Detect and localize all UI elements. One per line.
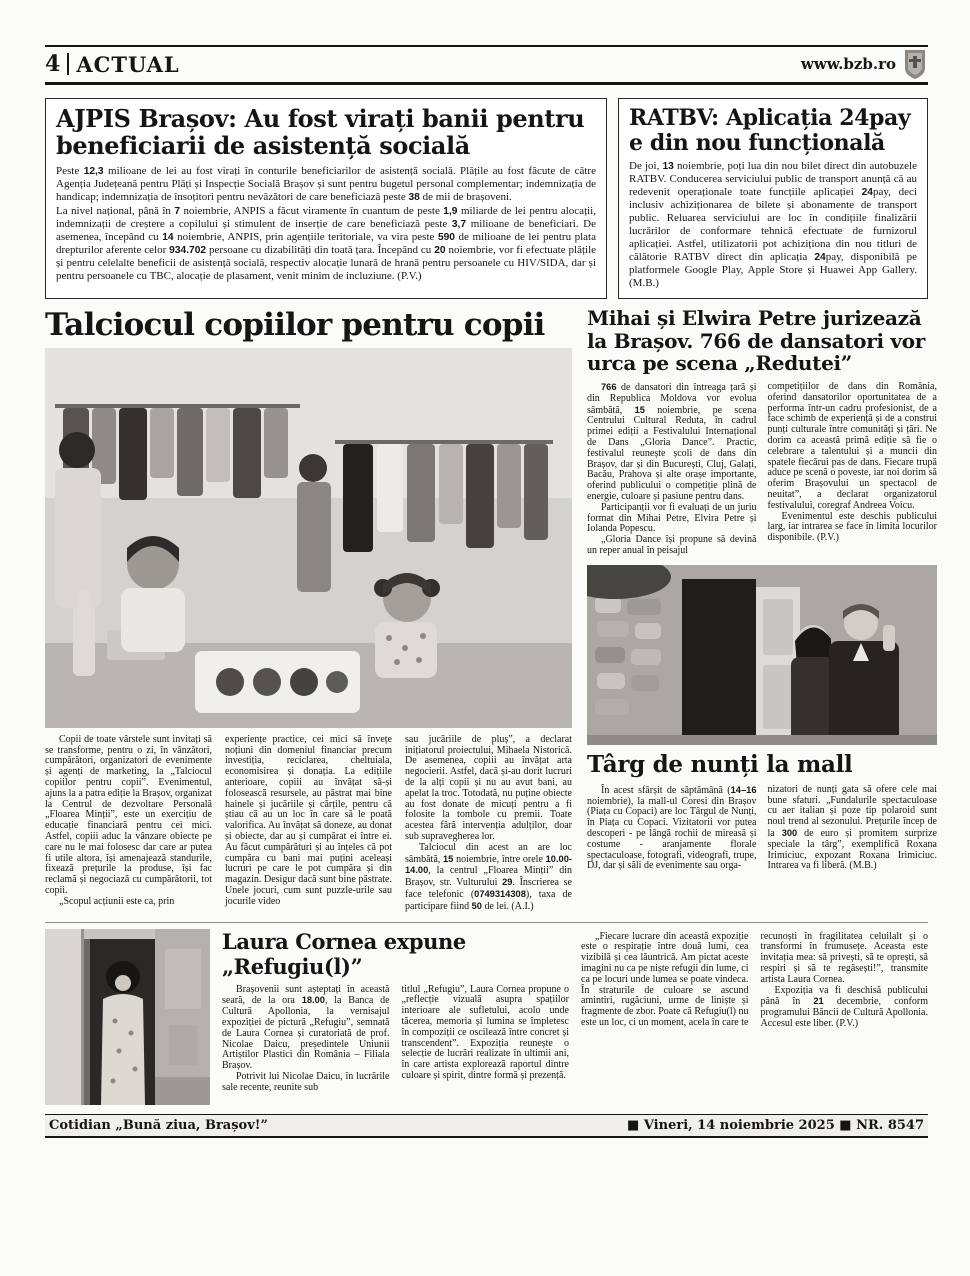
- body-text: experiențe practice, cei mici să învețe noțiuni din domeniul financiar precum investiția, reciclarea, cheltuiala, economisirea și donația. La edițiile anterioare, copiii au învățat să-și folosească resursele, au păstrat mai bine hainele și jucăriile și cărțile, pentru că știau că au un loc în care să le poată valorifica. Au învățat să doneze, au donat și obiecte, dar au și cumpărat ei între ei. Au făcut cumpărături și au înțeles că pot cumpăra cu bani mai puțini aceleași lucruri pe care le pot cumpăra și din magazin. Desigur dacă sunt bine păstrate. Unele jocuri, cum sunt puzzle-urile sau jocurile video: [225, 733, 392, 907]
- body-text: sau jucăriile de pluș”, a declarat inițiatorul proiectului, Mihaela Nistorică. De asemenea, copiii au învățat arta negocierii. Astfel, dacă și-au dorit lucruri de la alți copii și nu au avut bani, au apelat la troc. Totodată, nu puține obiecte au fost donate de micuți pentru a fi folosite la tombole cu premii. Toate acestea fără intervenția adulților, doar sub supravegherea lor.: [405, 733, 572, 842]
- wedding-columns: [587, 785, 937, 872]
- article-wedding-title: Târg de nunți la mall: [587, 750, 853, 778]
- article-ajpis: [45, 98, 607, 299]
- laura-column-4: [761, 929, 929, 1105]
- wedding-column-2: [768, 785, 938, 872]
- talcioc-column-1: [45, 735, 212, 913]
- body-text: 766 de dansatori din întreaga țară și din Republica Moldova vor evolua sâmbătă, 15 noiembrie, pe scena Centrului Cultural Reduta, în cadrul primei ediții a Festivalului Internațional de Dans „Gloria Dance”. Practic, festivalul reunește școli de dans din Brașov, dar și din București, Cluj, Galați, Bacău, Prahova și alte orașe importante, oferind publicului o competiție plină de energie, culoare și pasiune pentru dans.: [587, 382, 757, 502]
- laura-column-1: [222, 985, 390, 1105]
- talcioc-photo: [45, 348, 572, 728]
- article-laura: [45, 922, 928, 1105]
- bzb-crest-icon: [902, 48, 928, 80]
- body-text: Evenimentul este deschis publicului larg, iar intrarea se face în limita locurilor disponibile. (P.V.): [767, 510, 937, 544]
- page-header: [45, 45, 928, 85]
- page-footer: [45, 1114, 928, 1138]
- laura-column-3: [581, 929, 749, 1105]
- body-text: nizatori de nunți gata să ofere cele mai bune sfaturi. „Fundalurile spectaculoase cu aer italian și poze tip polaroid sunt noul trend al sezonului. Prețurile încep de la 300 de euro și promitem surprize speciale la târg”, exemplifică Roxana Irimiciuc, expozant Roxana Irimiciuc. Intrarea va fi liberă. (M.B.): [767, 783, 937, 872]
- top-articles-row: [45, 98, 928, 299]
- article-ratbv: [618, 98, 928, 299]
- dance-column-2: [768, 382, 938, 557]
- article-talcioc-title: Talciocul copiilor pentru copii: [45, 307, 545, 344]
- laura-photo: [45, 929, 210, 1105]
- laura-column-2: [402, 985, 570, 1105]
- body-text: titlul „Refugiu”, Laura Cornea propune o „reflecție vizuală asupra spațiilor interioare ale sufletului, acolo unde tăcerea, memoria și lumina se împletesc în compoziții ce oscilează între concret și transcendent”. Expoziția reunește o selecție de lucrări realizate în ultimii ani, în care artista explorează raportul dintre culoare și spirit, dintre formă și prezență.: [401, 983, 569, 1081]
- footer-publication-name: Cotidian „Bună ziua, Brașov!”: [49, 1117, 268, 1133]
- talcioc-columns: [45, 735, 572, 913]
- page-number: 4: [45, 51, 61, 77]
- section-banner: [45, 51, 180, 77]
- body-text: „Fiecare lucrare din această expoziție este o respirație între două lumi, cea vizibilă și cea lăuntrică. Am pictat aceste imagini nu ca pe niște refugii din lume, ci ca pe locuri unde lumea se poate vindeca. În straturile de culoare se ascund amintiri, rugăciuni, urme de liniște și fragmente de zbor. Poate că Refugiu(l) nu este un loc, ci un moment, acela în care te: [581, 930, 749, 1028]
- body-text: Participanții vor fi evaluați de un juriu format din Mihai Petre, Elvira Petre și Iolanda Popescu.: [587, 501, 757, 535]
- website-url[interactable]: www.bzb.ro: [800, 55, 896, 73]
- body-text: În acest sfârșit de săptămână (14–16 noiembrie), la mall-ul Coresi din Brașov (Piața cu Copaci) are loc Târgul de Nunți, în Piața cu Copaci. Vizitatorii vor putea descoperi - pe lângă rochii de mireasă și costume - aranjamente florale spectaculoase, fotografi, videografi, trupe, DJ, dar și săli de evenimente sau orga-: [587, 784, 757, 872]
- talcioc-column-2: [225, 735, 392, 913]
- article-dance: [587, 307, 937, 745]
- footer-date-issue: ■ Vineri, 14 noiembrie 2025 ■ NR. 8547: [627, 1117, 924, 1133]
- body-text: recunoști în fragilitatea celuilalt și o transformi în frumusețe. Aceasta este invitația mea: să privești, să te oprești, să respiri și să te regăsești!”, transmite artista Laura Cornea.: [760, 930, 928, 985]
- dance-column-1: [587, 382, 757, 557]
- article-dance-title: Mihai și Elwira Petre jurizează la Brașov. 766 de dansatori vor urca pe scena „Redutei”: [587, 306, 926, 376]
- right-articles-column: [583, 307, 937, 912]
- body-text: „Scopul acțiunii este ca, prin: [59, 895, 175, 907]
- body-text: Copii de toate vârstele sunt invitați să se transforme, pentru o zi, în vânzători, cumpărători, organizatori de evenimente și agenți de marketing, la „Talciocul copiilor pentru copii”. Evenimentul, ajuns la a patra ediție la Brașov, organizat la Centrul de dezvoltare Personală „Floarea Minții”, este un exercițiu de educație financiară pentru cei mici. Astfel, copiii aduc la vânzare obiecte pe care nu le mai folosesc dar care ar putea fi utile altora, își amenajează standurile, fixează prețurile la produse, își fac reclamă și negociază cu cumpărătorii, tot copii.: [45, 733, 212, 896]
- laura-content: [222, 929, 928, 1105]
- body-text: „Gloria Dance își propune să devină un reper anual în peisajul: [587, 534, 757, 556]
- article-ratbv-paragraph: De joi, 13 noiembrie, poți lua din nou bilet direct din autobuzele RATBV. Conducerea serviciului public de transport anunță că au redevenit operaționale toate funcțiile aplicației 24pay, deci inclusiv achiziționarea de bilete și abonamente de transport public. Reluarea serviciului are loc în condițiile finalizării lucrărilor de conformare tehnică efectuate de furnizorul aplicației. Astfel, utilizatorii pot achiziționa din nou titluri de călătorie RATBV direct din aplicația 24pay, disponibilă pe platformele Google Play, Apple Store și Huawei App Gallery. (M.B.): [629, 160, 917, 290]
- main-articles-row: [45, 306, 937, 912]
- wedding-column-1: [587, 785, 757, 872]
- dance-photo: [587, 565, 937, 745]
- body-text: competițiilor de dans din România, oferind dansatorilor oportunitatea de a performa într-un cadru profesionist, de a face schimb de experiență și de a construi punți culturale între comunități și țări. Ne dorim ca această primă ediție să fie o celebrare a talentului și a muncii din spatele fiecărui pas de dans. Fiecare trupă aduce pe scenă o poveste, iar noi dorim să oferim Brașovului un spectacol de neuitat”, a declarat organizatorul festivalului, coregraf Andreea Voicu.: [767, 381, 937, 511]
- article-wedding-fair: [587, 751, 937, 872]
- dance-columns: [587, 382, 937, 557]
- article-talcioc: [45, 307, 572, 912]
- article-ajpis-paragraph: La nivel național, până în 7 noiembrie, ANPIS a făcut viramente în cuantum de peste 1,9 miliarde de lei pentru alocații, indemnizații de creștere a copilului și stimulent de inserție de care beneficiază peste 3,7 milioane de beneficiari. De asemenea, începând cu 14 noiembrie, ANPIS, prin agențiile teritoriale, va vira peste 590 de milioane de lei pentru plata drepturilor aferente celor 934.702 persoane cu dizabilități din toată țara. Începând cu 20 noiembrie, vor fi efectuate plățile și pentru celelalte beneficii de asistență socială, respectiv alocație lunară de hrană pentru persoanele cu HIV/SIDA, dar și pentru persoanele cu TBC, alocație de plasament, venit minim de incluziune. (P.V.): [56, 204, 597, 283]
- talcioc-column-3: [405, 735, 572, 913]
- article-ajpis-title: AJPIS Brașov: Au fost virați banii pentru beneficiarii de asistență socială: [56, 104, 585, 160]
- article-ajpis-paragraph: Peste 12,3 milioane de lei au fost virați în conturile beneficiarilor de asistență socială. Plățile au fost făcute de către Agenția Județeană pentru Plăți și Inspecție Socială Brașov și sunt pentru bugetul personal complementar; indemnizația de handicap; indemnizația de însoțitori pentru nevăzători de care beneficiază peste 38 de mii de brașoveni.: [56, 164, 596, 203]
- body-text: Brașovenii sunt așteptați în această seară, de la ora 18.00, la Banca de Cultură Apollonia, la vernisajul expoziției de pictură „Refugiu”, semnată de Laura Cornea și curatoriată de prof. Nicolae Daicu, președintele Uniunii Artiștilor Plastici din România – Filiala Brașov.: [222, 983, 390, 1072]
- masthead-divider: [67, 53, 69, 75]
- body-text: Expoziția va fi deschisă publicului până în 21 decembrie, conform programului Băncii de Cultură Apollonia. Accesul este liber. (P.V.): [760, 984, 928, 1029]
- article-laura-title: Laura Cornea expune „Refugiu(l)”: [222, 928, 466, 979]
- section-title: ACTUAL: [76, 51, 180, 77]
- article-ratbv-title: RATBV: Aplicația 24pay e din nou funcțională: [629, 105, 911, 156]
- body-text: Potrivit lui Nicolae Daicu, în lucrările sale recente, reunite sub: [222, 1070, 390, 1093]
- body-text: Talciocul din acest an are loc sâmbătă, 15 noiembrie, între orele 10.00-14.00, la centrul „Floarea Minții” din Brașov, str. Vulturului 29. Înscrierea se face telefonic (0749314308), taxa de participare fiind 50 de lei. (A.I.): [405, 841, 573, 912]
